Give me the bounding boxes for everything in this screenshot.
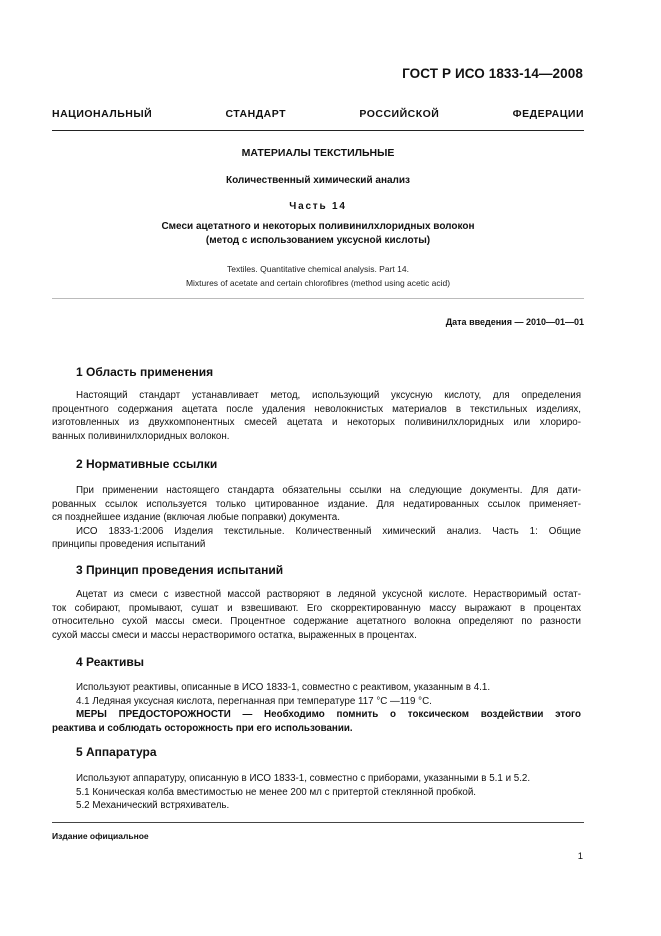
paragraph-line: ток собирают, промывают, сушат и взвешивают. Его скорректированную массу выражают в процентах xyxy=(52,602,581,614)
paragraph-line: Ацетат из смеси с известной массой растворяют в ледяной уксусной кислоте. Нерастворимый остат- xyxy=(76,589,581,600)
english-title-line-1: Textiles. Quantitative chemical analysis. Part 14. xyxy=(227,264,409,274)
title-divider xyxy=(52,298,584,299)
paragraph-line: При применении настоящего стандарта обязательны ссылки на следующие документы. Для дати- xyxy=(76,485,581,496)
section-4-body xyxy=(52,681,581,735)
paragraph-line: 5.2 Механический встряхиватель. xyxy=(76,800,230,812)
section-5-heading: 5 Аппаратура xyxy=(76,745,157,759)
paragraph-line: процентного содержания ацетата после удаления неволокнистых материалов в текстильных изделиях, xyxy=(52,403,581,415)
section-2-heading: 2 Нормативные ссылки xyxy=(76,457,218,471)
standard-title-line-2: (метод с использованием уксусной кислоты) xyxy=(205,234,431,246)
section-5-body xyxy=(76,772,581,813)
paragraph-line: ся позднейшее издание (включая любые поправки) документа. xyxy=(52,512,340,524)
section-3-body xyxy=(52,588,581,642)
paragraph-line: 4.1 Ледяная уксусная кислота, перегнанная при температуре 117 °C —119 °C. xyxy=(76,695,432,707)
warning-line: МЕРЫ ПРЕДОСТОРОЖНОСТИ — Необходимо помнить о токсическом воздействии этого xyxy=(76,709,581,721)
standard-main-title: МАТЕРИАЛЫ ТЕКСТИЛЬНЫЕ xyxy=(241,147,395,159)
standard-title xyxy=(52,220,584,247)
paragraph-line: относительно сухой массы смеси. Процентное содержание ацетатного волокна определяют по разности xyxy=(52,616,581,628)
english-title xyxy=(52,263,584,290)
english-title-line-2: Mixtures of acetate and certain chlorofibres (method using acetic acid) xyxy=(185,277,451,288)
section-1-heading: 1 Область применения xyxy=(76,365,214,379)
standard-part: Часть 14 xyxy=(289,201,347,212)
standard-subtitle: Количественный химический анализ xyxy=(225,175,411,186)
document-code: ГОСТ Р ИСО 1833-14—2008 xyxy=(402,66,583,81)
paragraph-line: Используют реактивы, описанные в ИСО 1833-1, совместно с реактивом, указанным в 4.1. xyxy=(76,682,491,693)
page-number: 1 xyxy=(577,851,583,862)
paragraph-line: ванных поливинилхлоридных волокон. xyxy=(52,430,230,442)
footer-divider xyxy=(52,822,584,823)
paragraph-line: Настоящий стандарт устанавливает метод, использующий уксусную кислоту, для определения xyxy=(76,390,581,401)
paragraph-line: рованных ссылок используется только цитированное издание. Для недатированных ссылок применяет- xyxy=(52,498,581,510)
national-standard-banner: НАЦИОНАЛЬНЫЙ СТАНДАРТ РОССИЙСКОЙ ФЕДЕРАЦИИ xyxy=(52,108,584,120)
header-divider xyxy=(52,130,584,131)
section-2-body xyxy=(52,484,581,552)
introduction-date: Дата введения — 2010—01—01 xyxy=(445,317,584,327)
paragraph-line: изготовленных из двухкомпонентных смесей ацетата и некоторых поливинилхлоридных или хлориро- xyxy=(52,417,581,429)
section-3-heading: 3 Принцип проведения испытаний xyxy=(76,563,284,577)
standard-title-line-1: Смеси ацетатного и некоторых поливинилхлоридных волокон xyxy=(161,221,475,232)
edition-note: Издание официальное xyxy=(52,831,149,841)
paragraph-line: ИСО 1833-1:2006 Изделия текстильные. Количественный химический анализ. Часть 1: Общие xyxy=(76,525,581,537)
paragraph-line: Используют аппаратуру, описанную в ИСО 1833-1, совместно с приборами, указанными в 5.1 и 5.2. xyxy=(76,773,531,784)
paragraph-line: сухой массы смеси и массы нерастворимого остатка, выраженных в процентах. xyxy=(52,629,417,641)
section-1-body xyxy=(52,389,581,443)
section-4-heading: 4 Реактивы xyxy=(76,655,144,669)
paragraph-line: 5.1 Коническая колба вместимостью не менее 200 мл с притертой стеклянной пробкой. xyxy=(76,786,477,798)
warning-line: реактива и соблюдать осторожность при его использовании. xyxy=(52,722,353,734)
paragraph-line: принципы проведения испытаний xyxy=(52,539,206,551)
